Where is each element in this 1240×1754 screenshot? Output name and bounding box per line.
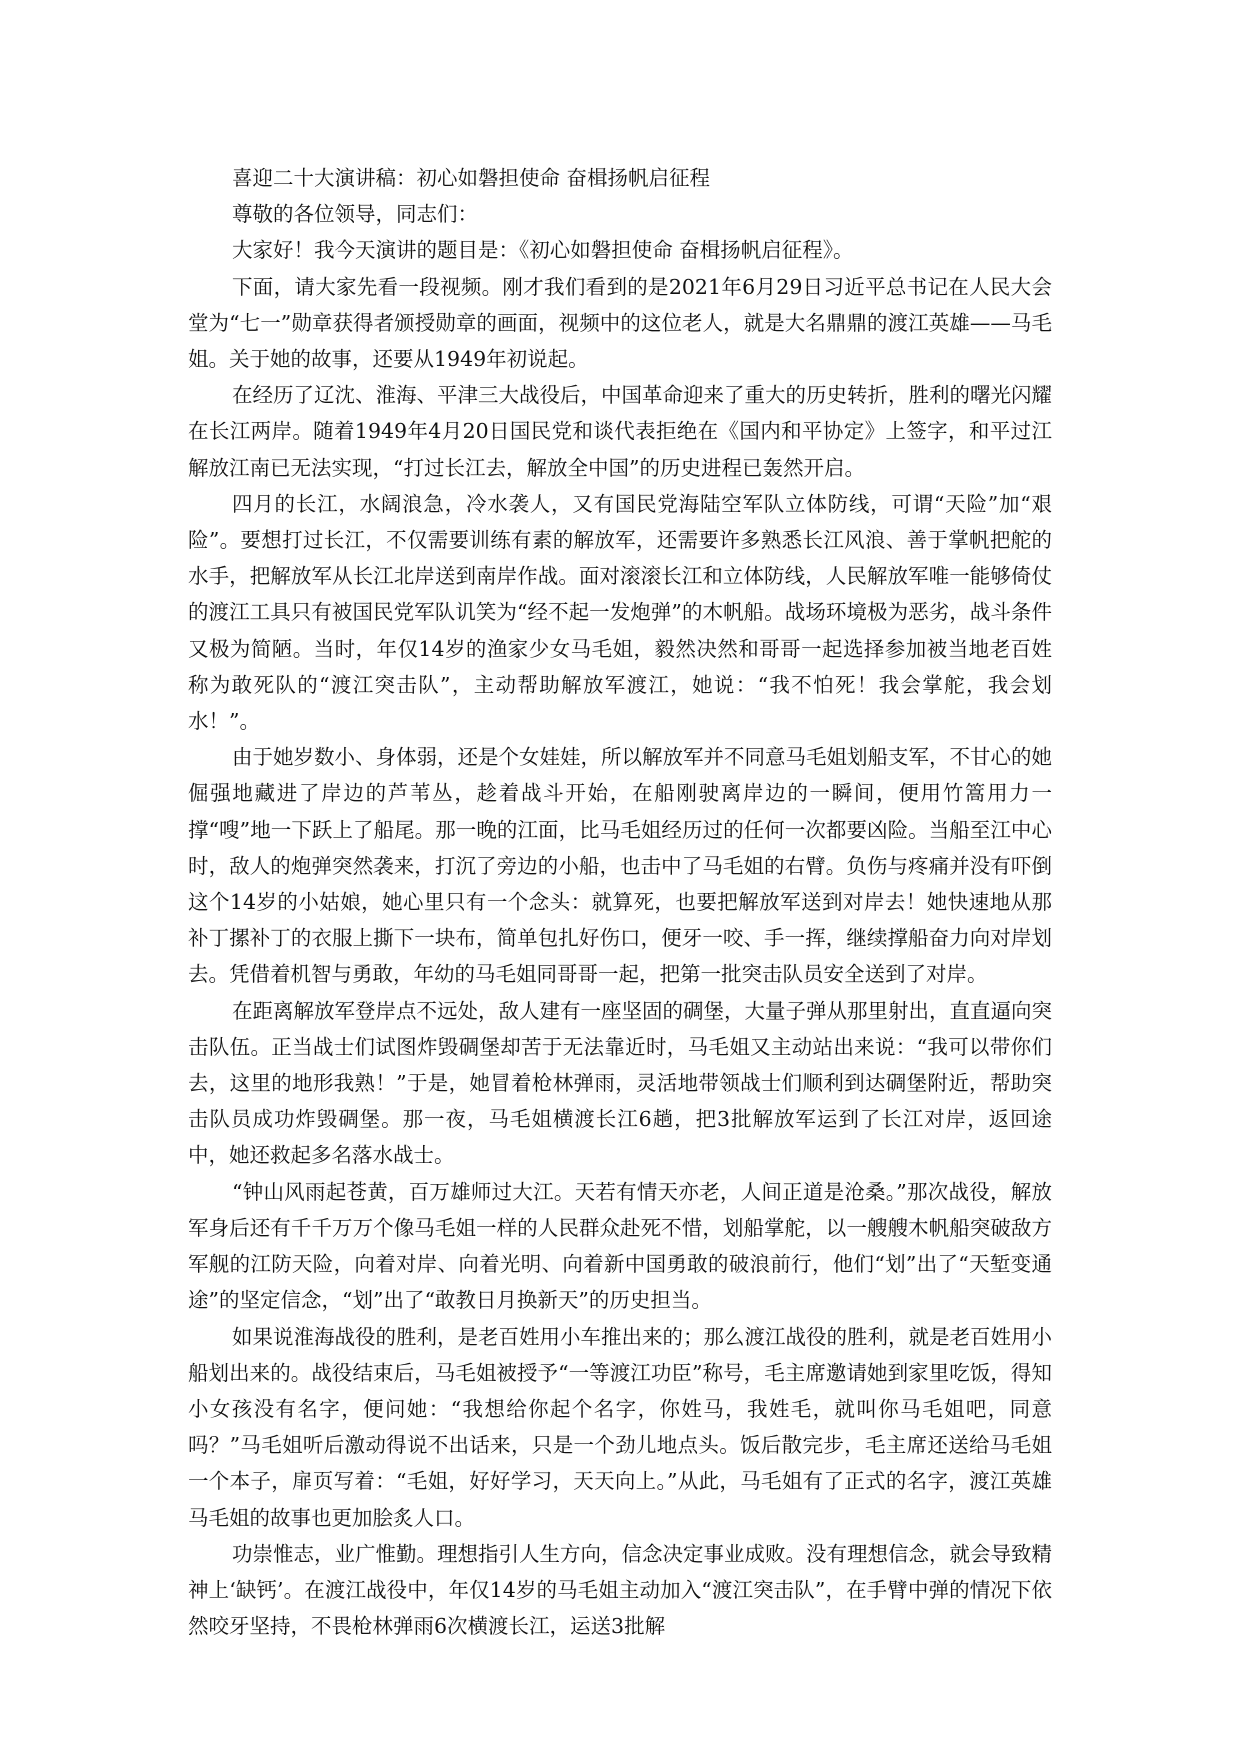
- paragraph-bunker-story: 在距离解放军登岸点不远处，敌人建有一座坚固的碉堡，大量子弹从那里射出，直直逼向突击队伍。正当战士们试图炸毁碉堡却苦于无法靠近时，马毛姐又主动站出来说：“我可以带你们去，这里的地形我熟！”于是，她冒着枪林弹雨，灵活地带领战士们顺利到达碉堡附近，帮助突击队员成功炸毁碉堡。那一夜，马毛姐横渡长江6趟，把3批解放军运到了长江对岸，返回途中，她还救起多名落水战士。: [188, 998, 1052, 1168]
- paragraph-poem: “钟山风雨起苍黄，百万雄师过大江。天若有情天亦老，人间正道是沧桑。”那次战役，解放军身后还有千千万万个像马毛姐一样的人民群众赴死不惜，划船掌舵，以一艘艘木帆船突破敌方军舰的江防天险，向着对岸、向着光明、向着新中国勇敢的破浪前行，他们“划”出了“天堑变通途”的坚定信念，“划”出了“敢教日月换新天”的历史担当。: [188, 1179, 1052, 1313]
- paragraph-greeting: 大家好！我今天演讲的题目是：《初心如磐担使命 奋楫扬帆启征程》。: [232, 238, 854, 263]
- paragraph-video-intro: 下面，请大家先看一段视频。刚才我们看到的是2021年6月29日习近平总书记在人民大会堂为“七一”勋章获得者颁授勋章的画面，视频中的这位老人，就是大名鼎鼎的渡江英雄——马毛姐。关于她的故事，还要从1949年初说起。: [188, 274, 1052, 372]
- paragraph-yangtze-crossing: 四月的长江，水阔浪急，冷水袭人，又有国民党海陆空军队立体防线，可谓“天险”加“艰险”。要想打过长江，不仅需要训练有素的解放军，还需要许多熟悉长江风浪、善于掌帆把舵的水手，把解放军从长江北岸送到南岸作战。面对滚滚长江和立体防线，人民解放军唯一能够倚仗的渡江工具只有被国民党军队讥笑为“经不起一发炮弹”的木帆船。战场环境极为恶劣，战斗条件又极为简陋。当时，年仅14岁的渔家少女马毛姐，毅然决然和哥哥一起选择参加被当地老百姓称为敢死队的“渡江突击队”，主动帮助解放军渡江，她说：“我不怕死！我会掌舵，我会划水！”。: [188, 491, 1052, 734]
- document-title: 喜迎二十大演讲稿：初心如磐担使命 奋楫扬帆启征程: [232, 166, 711, 190]
- paragraph-chairman-mao: 如果说淮海战役的胜利，是老百姓用小车推出来的；那么渡江战役的胜利，就是老百姓用小船划出来的。战役结束后，马毛姐被授予“一等渡江功臣”称号，毛主席邀请她到家里吃饭，得知小女孩没有名字，便问她：“我想给你起个名字，你姓马，我姓毛，就叫你马毛姐吧，同意吗？”马毛姐听后激动得说不出话来，只是一个劲儿地点头。饭后散完步，毛主席还送给马毛姐一个本子，扉页写着：“毛姐，好好学习，天天向上。”从此，马毛姐有了正式的名字，渡江英雄马毛姐的故事也更加脍炙人口。: [188, 1324, 1052, 1530]
- document-page: [188, 160, 1052, 1644]
- paragraph-boat-story: 由于她岁数小、身体弱，还是个女娃娃，所以解放军并不同意马毛姐划船支军，不甘心的她倔强地藏进了岸边的芦苇丛，趁着战斗开始，在船刚驶离岸边的一瞬间，便用竹篙用力一撑“嗖”地一下跃上了船尾。那一晚的江面，比马毛姐经历过的任何一次都要凶险。当船至江中心时，敌人的炮弹突然袭来，打沉了旁边的小船，也击中了马毛姐的右臂。负伤与疼痛并没有吓倒这个14岁的小姑娘，她心里只有一个念头：就算死，也要把解放军送到对岸去！她快速地从那补丁摞补丁的衣服上撕下一块布，简单包扎好伤口，便牙一咬、手一挥，继续撑船奋力向对岸划去。凭借着机智与勇敢，年幼的马毛姐同哥哥一起，把第一批突击队员安全送到了对岸。: [188, 745, 1052, 987]
- paragraph-history-background: 在经历了辽沈、淮海、平津三大战役后，中国革命迎来了重大的历史转折，胜利的曙光闪耀在长江两岸。随着1949年4月20日国民党和谈代表拒绝在《国内和平协定》上签字，和平过江解放江南已无法实现，“打过长江去，解放全中国”的历史进程已轰然开启。: [188, 383, 1052, 480]
- salutation: 尊敬的各位领导，同志们：: [232, 202, 478, 227]
- paragraph-ideals: 功崇惟志，业广惟勤。理想指引人生方向，信念决定事业成败。没有理想信念，就会导致精神上‘缺钙’。在渡江战役中，年仅14岁的马毛姐主动加入“渡江突击队”，在手臂中弹的情况下依然咬牙坚持，不畏枪林弹雨6次横渡长江，运送3批解: [188, 1541, 1052, 1639]
